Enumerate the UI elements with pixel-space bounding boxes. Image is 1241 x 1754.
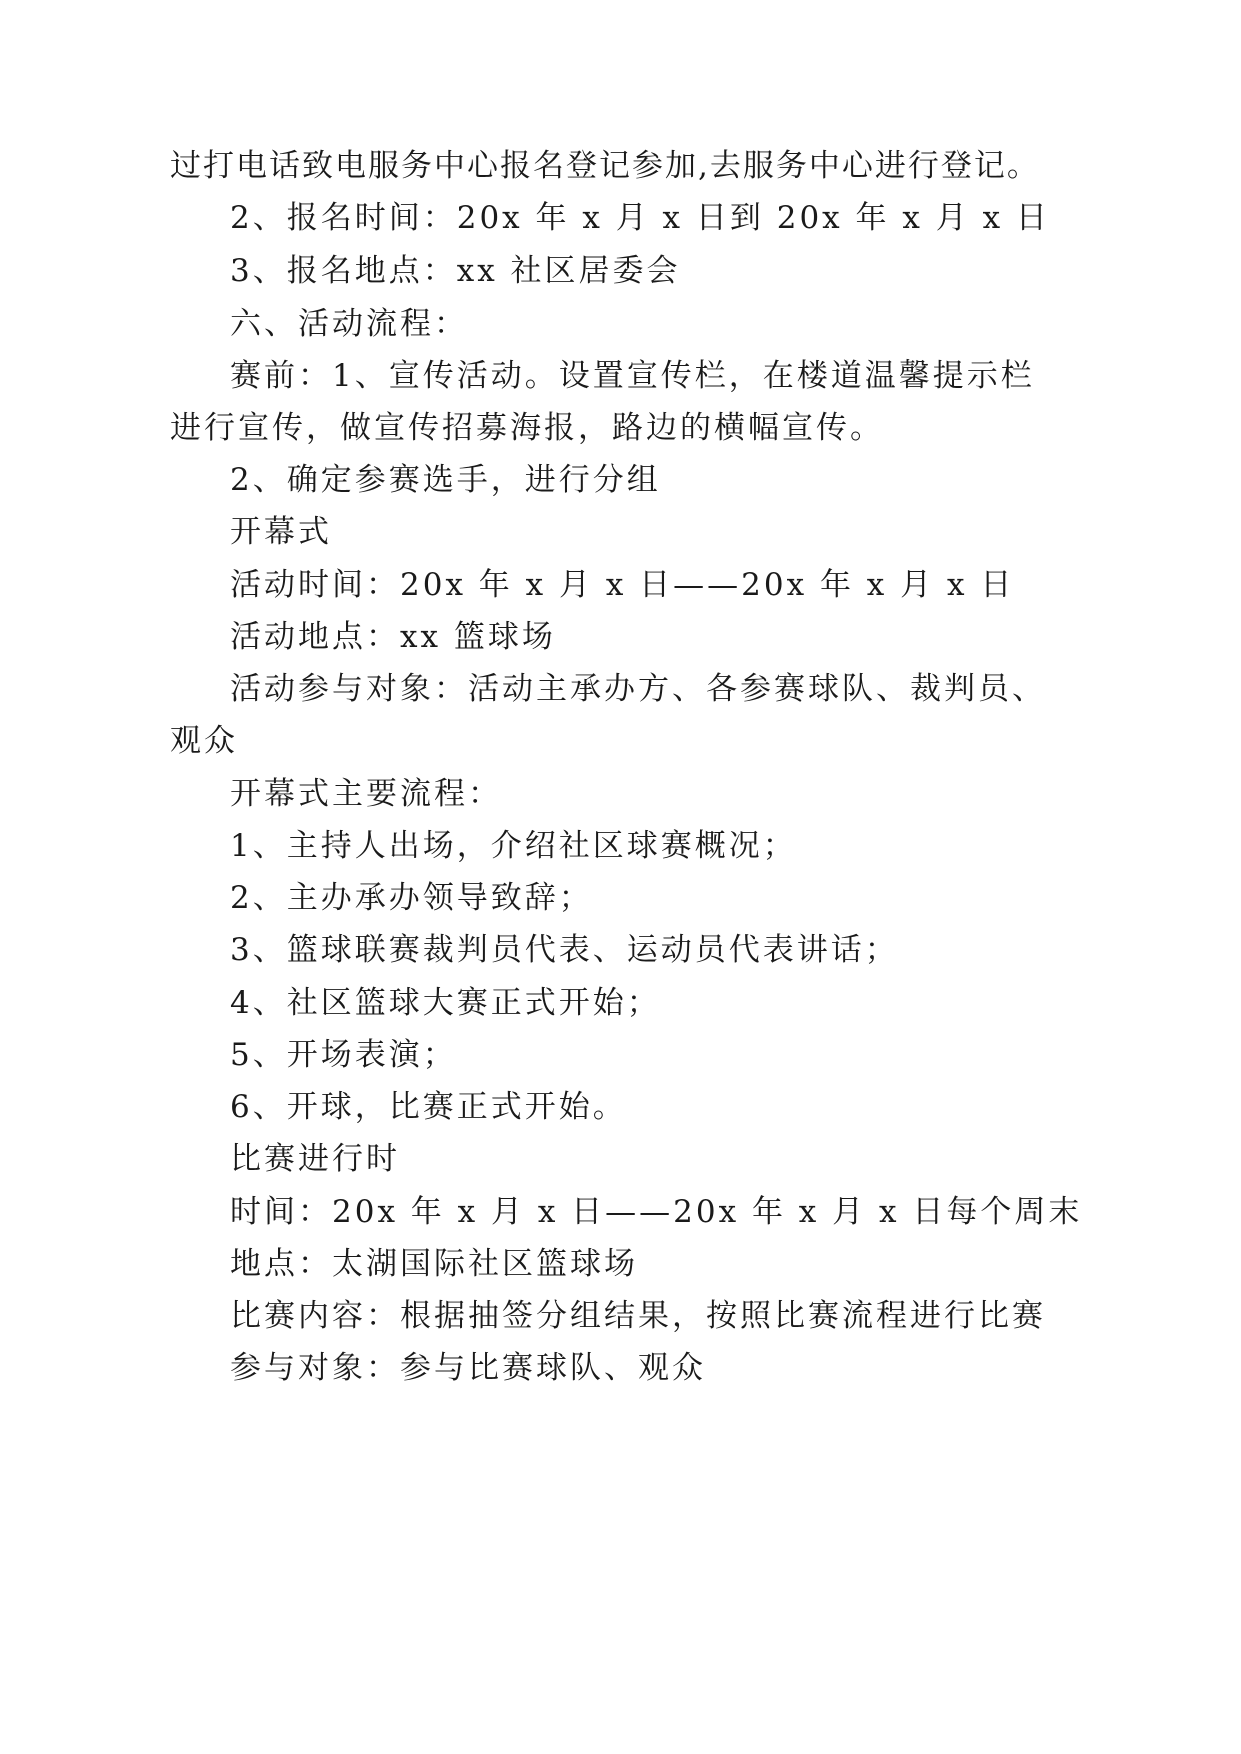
text-line: 比赛进行时: [230, 1141, 400, 1177]
text-line: 地点：太湖国际社区篮球场: [230, 1246, 638, 1282]
text-line: 2、确定参赛选手，进行分组: [230, 462, 661, 498]
text-line: 活动时间：20x 年 x 月 x 日——20x 年 x 月 x 日: [230, 567, 1015, 603]
text-line: 开幕式: [230, 514, 332, 550]
text-line: 参与对象：参与比赛球队、观众: [230, 1350, 706, 1386]
text-line: 比赛内容：根据抽签分组结果，按照比赛流程进行比赛: [230, 1298, 1046, 1334]
text-line: 观众: [170, 723, 238, 759]
text-line: 5、开场表演；: [230, 1037, 457, 1073]
text-line: 6、开球，比赛正式开始。: [230, 1089, 627, 1125]
text-line: 赛前：1、宣传活动。设置宣传栏，在楼道温馨提示栏: [230, 358, 1035, 394]
text-line: 1、主持人出场，介绍社区球赛概况；: [230, 828, 797, 864]
text-line: 活动地点：xx 篮球场: [230, 619, 556, 655]
text-line: 3、篮球联赛裁判员代表、运动员代表讲话；: [230, 932, 899, 968]
text-line: 4、社区篮球大赛正式开始；: [230, 985, 661, 1021]
text-line: 3、报名地点：xx 社区居委会: [230, 253, 681, 289]
text-line: 过打电话致电服务中心报名登记参加,去服务中心进行登记。: [170, 148, 1040, 184]
text-line: 活动参与对象：活动主承办方、各参赛球队、裁判员、: [230, 671, 1046, 707]
text-line: 进行宣传，做宣传招募海报，路边的横幅宣传。: [170, 410, 884, 446]
text-line: 六、活动流程：: [230, 306, 468, 342]
text-line: 时间：20x 年 x 月 x 日——20x 年 x 月 x 日每个周末: [230, 1194, 1083, 1230]
text-line: 开幕式主要流程：: [230, 776, 502, 812]
text-line: 2、报名时间：20x 年 x 月 x 日到 20x 年 x 月 x 日: [230, 200, 1050, 236]
text-line: 2、主办承办领导致辞；: [230, 880, 593, 916]
